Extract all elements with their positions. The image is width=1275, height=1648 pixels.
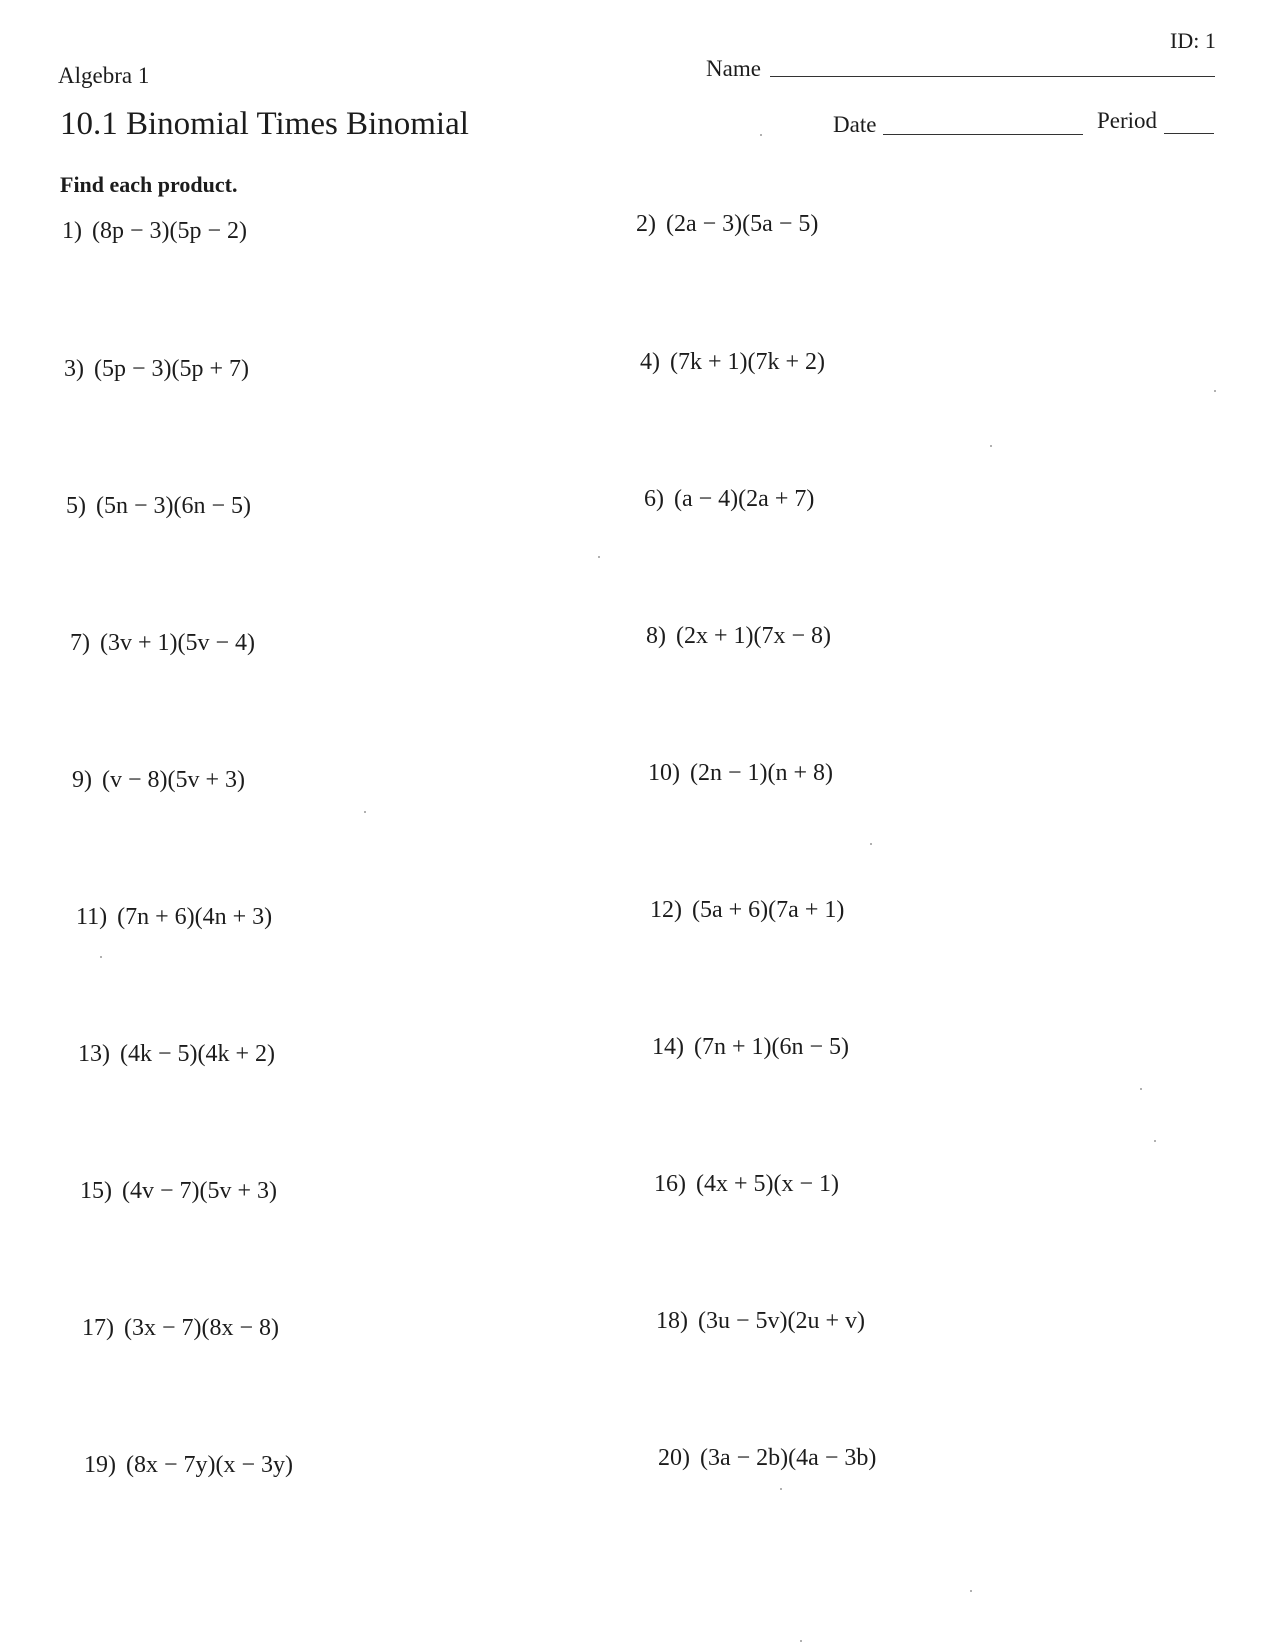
problem-item [82, 1315, 279, 1342]
problem-number: 15) [80, 1178, 112, 1204]
problem-expression: (7n + 6)(4n + 3) [117, 904, 273, 930]
date-label: Date [833, 112, 877, 137]
problem-expression: (5p − 3)(5p + 7) [94, 356, 250, 382]
problem-number: 4) [640, 349, 660, 375]
problem-expression: (3x − 7)(8x − 8) [124, 1315, 280, 1341]
problem-number: 9) [72, 767, 92, 793]
scan-speck [760, 134, 762, 136]
problem-expression: (5a + 6)(7a + 1) [692, 897, 845, 923]
problem-number: 16) [654, 1171, 686, 1197]
problem-item [78, 1041, 275, 1068]
problem-item [62, 218, 247, 245]
problem-item [658, 1445, 876, 1472]
problem-number: 5) [66, 493, 86, 519]
problem-number: 10) [648, 760, 680, 786]
problem-number: 8) [646, 623, 666, 649]
problem-number: 18) [656, 1308, 688, 1334]
course-name: Algebra 1 [58, 63, 150, 88]
scan-speck [364, 811, 366, 813]
problem-expression: (3v + 1)(5v − 4) [100, 630, 256, 656]
scan-speck [870, 843, 872, 845]
problem-expression: (4x + 5)(x − 1) [696, 1171, 840, 1197]
problem-item [652, 1034, 849, 1061]
problem-item [648, 760, 833, 787]
problem-item [80, 1178, 277, 1205]
problem-item [650, 897, 844, 924]
problem-expression: (7n + 1)(6n − 5) [694, 1034, 850, 1060]
id-label: ID: 1 [1170, 28, 1216, 53]
problem-item [656, 1308, 865, 1335]
problem-number: 20) [658, 1445, 690, 1471]
instructions: Find each product. [60, 172, 238, 197]
problem-expression: (3a − 2b)(4a − 3b) [700, 1445, 877, 1471]
problem-item [640, 349, 825, 376]
period-label: Period [1097, 108, 1158, 133]
problem-number: 17) [82, 1315, 114, 1341]
problem-expression: (8x − 7y)(x − 3y) [126, 1452, 294, 1478]
scan-speck [1154, 1140, 1156, 1142]
problem-item [636, 211, 818, 238]
problem-item [646, 623, 831, 650]
problem-expression: (3u − 5v)(2u + v) [698, 1308, 866, 1334]
date-blank[interactable] [883, 134, 1083, 135]
name-blank[interactable] [770, 76, 1215, 77]
scan-speck [1214, 390, 1216, 392]
scan-speck [1140, 1088, 1142, 1090]
problem-item [84, 1452, 293, 1479]
period-blank[interactable] [1164, 133, 1214, 134]
problem-number: 3) [64, 356, 84, 382]
scan-speck [100, 956, 102, 958]
problem-item [72, 767, 245, 794]
problem-number: 12) [650, 897, 682, 923]
problem-expression: (4k − 5)(4k + 2) [120, 1041, 276, 1067]
problem-item [76, 904, 272, 931]
problem-expression: (5n − 3)(6n − 5) [96, 493, 252, 519]
problem-number: 14) [652, 1034, 684, 1060]
worksheet-title: 10.1 Binomial Times Binomial [60, 106, 469, 142]
scan-speck [970, 1590, 972, 1592]
name-label: Name [706, 56, 761, 81]
problem-item [70, 630, 255, 657]
problem-number: 6) [644, 486, 664, 512]
scan-speck [800, 1640, 802, 1642]
problem-number: 2) [636, 211, 656, 237]
problem-expression: (2a − 3)(5a − 5) [666, 211, 819, 237]
problem-item [64, 356, 249, 383]
problem-number: 11) [76, 904, 108, 930]
problem-number: 19) [84, 1452, 116, 1478]
problem-expression: (7k + 1)(7k + 2) [670, 349, 826, 375]
scan-speck [780, 1488, 782, 1490]
problem-expression: (2x + 1)(7x − 8) [676, 623, 832, 649]
problem-item [644, 486, 814, 513]
problem-expression: (a − 4)(2a + 7) [674, 486, 815, 512]
problem-number: 1) [62, 218, 82, 244]
problem-expression: (v − 8)(5v + 3) [102, 767, 246, 793]
problem-expression: (2n − 1)(n + 8) [690, 760, 834, 786]
problem-number: 13) [78, 1041, 110, 1067]
scan-speck [990, 445, 992, 447]
problem-number: 7) [70, 630, 90, 656]
problem-expression: (8p − 3)(5p − 2) [92, 218, 248, 244]
problem-item [66, 493, 251, 520]
problem-item [654, 1171, 839, 1198]
problem-expression: (4v − 7)(5v + 3) [122, 1178, 278, 1204]
scan-speck [598, 556, 600, 558]
